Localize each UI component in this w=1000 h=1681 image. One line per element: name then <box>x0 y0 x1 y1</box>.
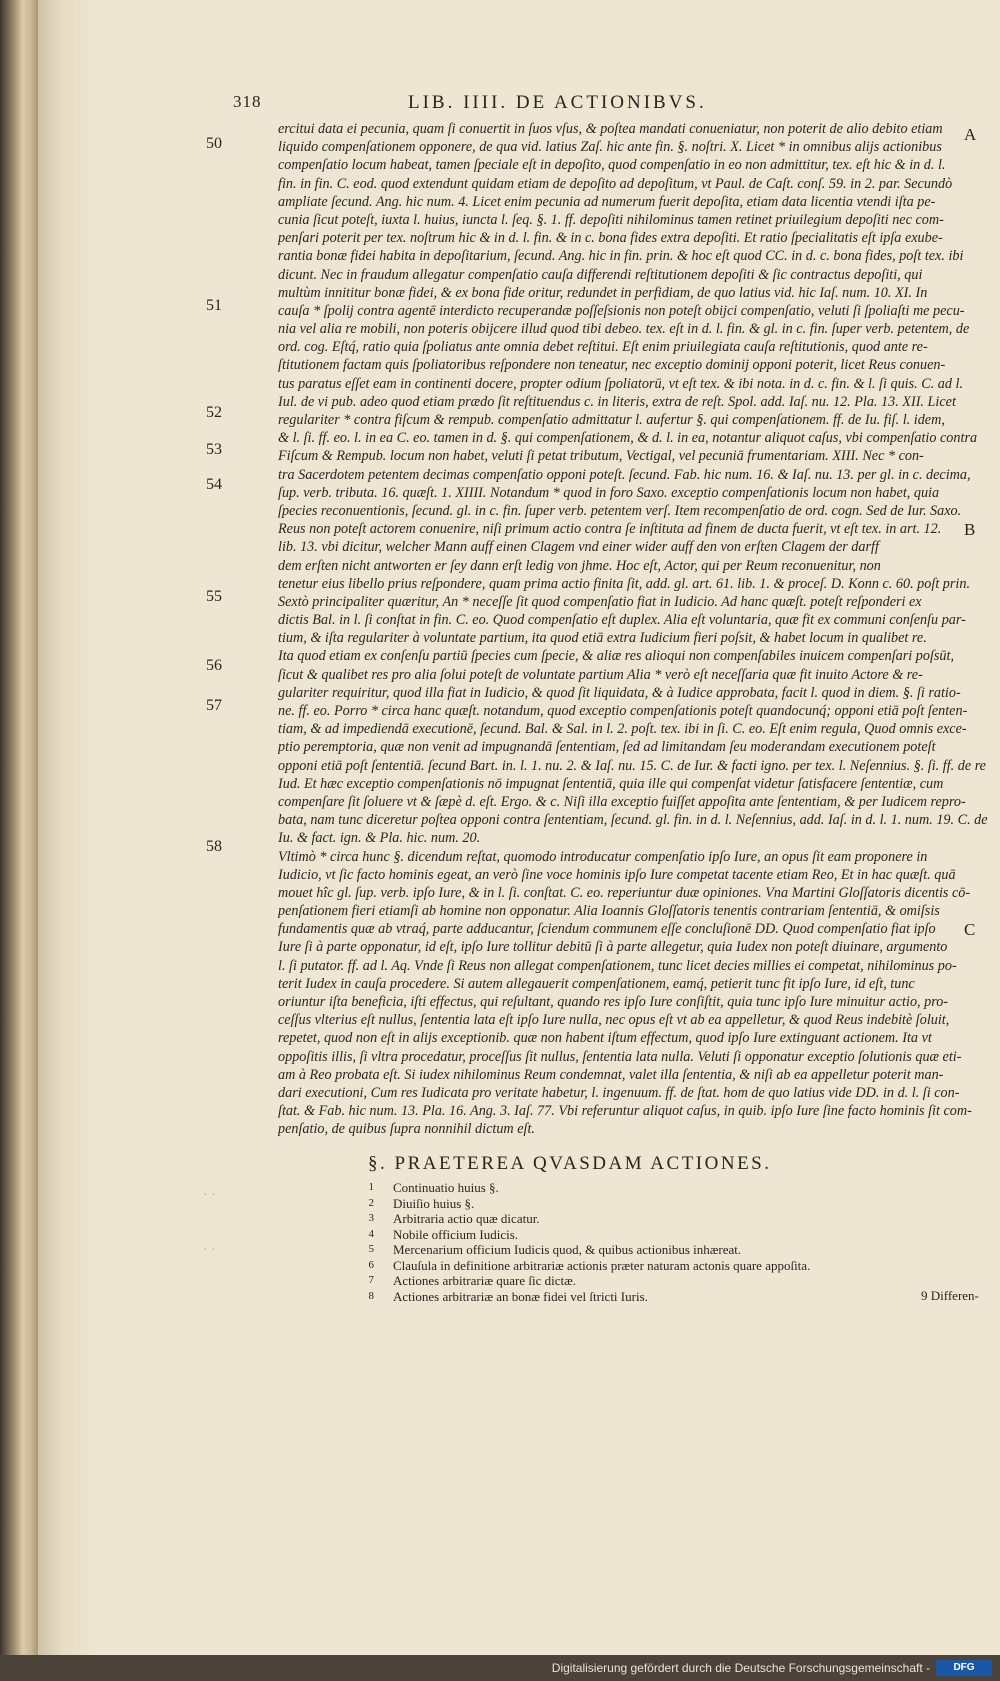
text-line: fundamentis quæ ab vtraq́, parte adducantur, ſciendum communem eſſe concluſionē DD. Quod compenſatio fiat ipſo <box>278 921 936 938</box>
side-letter: A <box>964 125 977 144</box>
text-line: bata, nam tunc diceretur poſtea opponi contra ſententiam, ſecund. gl. fin. in d. l. Neſennius, add. Iaſ. in d. l. 1. num. 19. C. de <box>278 812 988 829</box>
text-line: dicunt. Nec in fraudum allegatur compenſatio cauſa differendi reſtitutionem depoſiti & ſic contractus depoſiti, qui <box>278 266 923 283</box>
text-line: tenetur eius libello prius reſpondere, quam prima actio finita ſit, add. gl. art. 61. lib. 1. & proceſ. D. Konn c. 60. poſt prin. <box>278 575 970 592</box>
text-line: Iul. de vi pub. adeo quod etiam prædo ſit reſtituendus c. in literis, extra de reſt. Spol. add. Iaſ. nu. 12. Pla. 13. XII. Licet <box>278 393 956 410</box>
summary-number: 4 <box>368 1227 374 1240</box>
text-line: ceſſus vlterius eſt nullus, ſententia lata eſt ipſo Iure nulla, nec opus eſt vt ab ea appelletur, & quod Reus indebitè ſoluit, <box>278 1012 950 1029</box>
side-letter: C <box>964 920 976 939</box>
text-line: lib. 13. vbi dicitur, welcher Mann auff einen Clageт vnd einer wider auff den von erſten Clageт der darff <box>278 539 879 556</box>
marginal-number: 51 <box>206 297 222 314</box>
text-line: am à Reo probata eſt. Si iudex nihilominus Reum condemnat, valet illa ſententia, & niſi ab ea appelletur poterit man- <box>278 1066 944 1083</box>
summary-number: 1 <box>368 1181 374 1193</box>
page-number: 318 <box>233 92 262 111</box>
text-line: ſicut & qualibet res pro alia ſolui poteſt de voluntate partium Alia * verò eſt neceſſaria quæ fit inuito Actore & re- <box>278 666 923 683</box>
summary-item <box>358 1196 958 1212</box>
text-line: Iu. & fact. ign. & Pla. hic. num. 20. <box>278 830 481 847</box>
summary-text: Clauſula in definitione arbitrariæ actionis præter naturam actonis quare appoſita. <box>393 1257 811 1273</box>
text-line: ampliate ſecund. Ang. hic num. 4. Licet enim pecunia ad numerum fuerit depoſita, etiam data licentia vtendi iſta pe- <box>278 193 936 210</box>
text-line: mouet hîc gl. ſup. verb. ipſo Iure, & in l. ſi. conſtat. C. eo. reperiuntur duæ opiniones. Vna Martini Gloſſatoris dicentis cō- <box>278 884 971 901</box>
text-line: tus paratus eſſet eam in continenti docere, propter odium ſpoliatorū, vt eſt tex. & ibi nota. in d. c. fin. & l. ſi quis. C. ad l. <box>278 375 964 392</box>
book-edge <box>0 0 38 1681</box>
summary-text: Actiones arbitrariæ quare ſic dictæ. <box>393 1273 577 1288</box>
text-line: ſup. verb. tributa. 16. quæſt. 1. XIIII. Notandum * quod in foro Saxo. exceptio compenſationis locum non habet, quia <box>278 484 940 501</box>
text-line: Reus non poteſt actorem conuenire, niſi primum actio contra ſe inſtituta ad finem de ducta fuerit, vt eſt tex. in art. 12. <box>278 521 942 538</box>
text-line: oppoſitis illis, ſi vltra procedatur, proceſſus ſit nullus, ſententia lata nulla. Veluti ſi opponatur exceptio ſolutionis quæ eti- <box>278 1048 962 1065</box>
text-line: Fiſcum & Rempub. locum non habet, veluti ſi petat tributum, Vectigal, vel pecuniā frumentariam. XIII. Nec * con- <box>278 448 924 465</box>
summary-item <box>358 1258 958 1274</box>
summary-number: 2 <box>368 1196 374 1209</box>
summary-number: 5 <box>368 1243 374 1255</box>
dfg-logo: DFG <box>936 1660 992 1676</box>
page-header <box>233 92 833 114</box>
marginal-number: 50 <box>206 135 222 152</box>
marginal-number: 55 <box>206 588 222 605</box>
text-line: tium, & iſta regulariter à voluntate partium, ita quod etiā extra Iudicium fieri poſsit, & habet locum in qualibet re. <box>278 630 927 647</box>
faint-mark: · · <box>203 1243 216 1258</box>
footer-bar <box>0 1655 1000 1681</box>
summary-text: Nobile officium Iudicis. <box>393 1226 519 1242</box>
text-line: penſari poterit per tex. noſtrum hic & in d. l. fin. & in c. bona fides extra depoſiti. Et ratio ſpecialitatis eſt ipſa exube- <box>278 230 943 247</box>
text-line: multùm innititur bonæ fidei, & ex bona fide oritur, redundet in perfidiam, de quo latius vid. hic Iaſ. num. 10. XI. In <box>278 284 928 301</box>
summary-item <box>358 1242 958 1258</box>
text-line: regulariter * contra fiſcum & rempub. compenſatio admittatur l. aufertur §. qui compenſationem. ff. de Iu. fiſ. l. idem, <box>278 412 945 428</box>
text-line: dari executioni, Cum res Iudicata pro veritate habetur, l. ingenuum. ff. de ſtat. hom de quo latius vide DD. in d. l. ſi con- <box>278 1084 960 1101</box>
summary-text: Actiones arbitrariæ an bonæ fidei vel ſtricti Iuris. <box>393 1288 648 1304</box>
summary-number: 8 <box>368 1289 374 1302</box>
text-line: tra Sacerdotem petentem decimas compenſatio opponi poteſt. ſecund. Fab. hic num. 16. & Iaſ. nu. 13. per gl. in c. decima, <box>278 466 971 483</box>
text-line: cauſa * ſpolij contra agentē interdicto recuperandæ poſſeſsionis non poteſt obijci compenſatio, veluti ſi ſpoliaſti me pecu- <box>278 302 965 319</box>
summary-item <box>358 1289 958 1305</box>
text-line: rantia bonæ fidei habita in depoſitarium, ſecund. Ang. hic in fin. prin. & hoc eſt quod CC. in d. c. bona fides, poſt tex. ibi <box>278 248 964 265</box>
summary-item <box>358 1227 958 1243</box>
text-line: cunia ſicut poteſt, iuxta l. huius, iuncta l. ſeq. §. 1. ff. depoſiti nihilominus tamen retinet priuilegium depoſiti nec com- <box>278 211 944 228</box>
text-line: tiam, & ad impediendā executionē, ſecund. Bal. & Sal. in l. 2. poſt. tex. ibi in ſi. C. eo. Eſt enim regula, Quod omnis exce- <box>278 721 967 738</box>
text-line: ercitui data ei pecunia, quam ſi conuertit in ſuos vſus, & poſtea mandati conueniatur, non poterit de alio debito etiam <box>278 121 943 137</box>
marginal-number: 58 <box>206 838 222 855</box>
text-line: dictis Bal. in l. ſi conſtat in fin. C. eo. Quod compenſatio eſt duplex. Alia eſt voluntaria, quæ fit ex communi conſenſu par- <box>278 612 966 629</box>
text-line: ſtitutionem factam quis ſpoliatoribus reſpondere non teneatur, nec exceptio dominij opponi poterit, licet Reus conuen- <box>278 357 946 374</box>
text-line: dem erſten nicht antworten er ſey dann erſt ledig von jhme. Hoc eſt, Actor, qui per Reum reconuenitur, non <box>278 557 881 574</box>
text-line: fin. in fin. C. eod. quod extendunt quidam etiam de depoſito ad depoſitum, vt Paul. de Caſt. conſ. 59. in 2. par. Secundò <box>278 175 953 192</box>
side-letter: B <box>964 520 976 539</box>
summary-text: Mercenarium officium Iudicis quod, & quibus actionibus inhæreat. <box>393 1242 742 1257</box>
text-line: terit Iudex in cauſa procedere. Si autem allegauerit compenſationem, eamq́, petierit tunc fit ipſo Iure, id eſt, tunc <box>278 975 915 992</box>
summary-number: 3 <box>368 1212 374 1224</box>
summary-number: 7 <box>368 1274 374 1286</box>
faint-mark: · · <box>203 1188 216 1203</box>
marginal-number: 52 <box>206 404 222 421</box>
running-head: LIB. IIII. DE ACTIONIBVS. <box>408 92 707 113</box>
text-line: oriuntur iſta beneficia, iſti effectus, qui reſultant, quando res ipſo Iure conſiſtit, quia tunc ipſo Iure minuitur actio, pro- <box>278 994 949 1010</box>
summary-list <box>358 1180 958 1304</box>
text-line: ne. ff. eo. Porro * circa hanc quæſt. notandum, quod exceptio compenſationis poteſt quandocunq́; opponi etiā poſt ſenten- <box>278 703 968 719</box>
marginal-number: 53 <box>206 441 222 458</box>
summary-item <box>358 1211 958 1227</box>
marginal-number: 56 <box>206 657 222 674</box>
summary-text: Continuatio huius §. <box>393 1180 499 1195</box>
text-line: Iud. Et hæc exceptio compenſationis nō impugnat ſententiā, quia ille qui compenſat videtur ſatisfacere ſententiæ, cum <box>278 775 944 792</box>
summary-text: Arbitraria actio quæ dicatur. <box>393 1211 540 1226</box>
catchword: 9 Differen- <box>921 1288 979 1303</box>
text-line: compenſare ſit ſoluere vt & ſæpè d. eſt. Ergo. & c. Niſi illa exceptio fuiſſet appoſita ante ſententiam, & per Iudicem repro- <box>278 793 966 810</box>
summary-text: Diuiſio huius §. <box>393 1195 475 1211</box>
footer-credit: Digitalisierung gefördert durch die Deutsche Forschungsgemeinschaft - <box>551 1661 930 1675</box>
text-line: & l. ſi. ff. eo. l. in ea C. eo. tamen in d. §. qui compenſationem, & d. l. in ea, notantur aliquot caſus, vbi compenſatio contra <box>278 430 978 447</box>
marginal-number: 54 <box>206 476 222 493</box>
text-line: opponi etiā poſt ſententiā. ſecund Bart. in. l. 1. nu. 2. & Iaſ. nu. 15. C. de Iur. & facti igno. per tex. l. Neſennius. §. ſi. ff. de re <box>278 757 986 774</box>
section-heading: §. PRAETEREA QVASDAM ACTIONES. <box>368 1153 772 1174</box>
text-line: Sextò principaliter quæritur, An * neceſſe ſit quod compenſatio fiat in Iudicio. Ad hanc quæſt. poteſt reſponderi ex <box>278 593 922 610</box>
marginal-number: 57 <box>206 697 222 714</box>
text-line: ptio peremptoria, quæ non venit ad impugnandā ſententiam, ſed ad limitandam ſeu moderandam executionem poteſt <box>278 739 936 756</box>
text-line: ord. cog. Eſtq́, ratio quia ſpoliatus ante omnia debet reſtitui. Eſt enim priuilegiata cauſa reſtitutionis, quod ante re- <box>278 339 928 356</box>
text-line: compenſatio locum habeat, tamen ſpeciale eſt in depoſito, quod compenſatio in eo non admittitur, tex. eſt hic & in d. l. <box>278 157 946 174</box>
text-line: penſationem fieri etiamſi ab homine non opponatur. Alia Ioannis Gloſſatoris tenentis contrariam ſententiā, & omiſsis <box>278 903 940 920</box>
text-line: Vltimò * circa hunc §. dicendum reſtat, quomodo introducatur compenſatio ipſo Iure, an opus ſit eam proponere in <box>278 848 928 865</box>
text-line: l. ſi putator. ff. ad l. Aq. Vnde ſi Reus non allegat compenſationem, tunc licet decies millies ei competat, nihilominus po- <box>278 957 957 974</box>
text-line: repetet, quod non eſt in alijs exceptionib. quæ non habent iſtum effectum, quod ipſo Iure extinguant actionem. Ita vt <box>278 1030 932 1047</box>
summary-item <box>358 1180 958 1196</box>
text-line: Ita quod etiam ex conſenſu partiū ſpecies cum ſpecie, & aliæ res alioqui non compenſabiles inuicem compenſari poſsūt, <box>278 648 955 665</box>
text-line: penſatio, de quibus ſupra nonnihil dictum eſt. <box>278 1121 535 1138</box>
text-line: Iudicio, vt ſic facto hominis egeat, an verò ſine voce hominis ipſo Iure competat tacente etiam Reo, Et in hac quæſt. quā <box>278 866 956 883</box>
text-line: ſpecies reconuentionis, ſecund. gl. in c. fin. ſuper verb. petentem verſ. Item recompenſatio de ord. cogn. Sed de Iur. Saxo. <box>278 502 962 519</box>
text-line: liquido compenſationem opponere, de qua vid. latius Zaſ. hic ante fin. §. noſtri. X. Licet * in omnibus alijs actionibus <box>278 139 942 156</box>
text-line: ſtat. & Fab. hic num. 13. Pla. 16. Ang. 3. Iaſ. 77. Vbi referuntur aliquot caſus, in quib. ipſo Iure ſine facto hominis ſit com- <box>278 1103 972 1120</box>
text-line: nia vel alia re mobili, non poteris obijcere illud quod tibi debeo. tex. eſt in d. l. fin. & gl. in c. fin. ſuper verb. petentem, de <box>278 321 970 338</box>
text-line: Iure ſi à parte opponatur, id eſt, ipſo Iure tollitur debitū ſi à parte allegetur, quia Iudex non poteſt diuinare, argumento <box>278 939 948 956</box>
page <box>38 0 1000 1655</box>
summary-number: 6 <box>368 1258 374 1271</box>
text-line: gulariter requiritur, quod illa fiat in Iudicio, & quod ſit liquidata, & à Iudice approbata, facit l. quod in diem. §. ſi ratio- <box>278 684 961 701</box>
body-text <box>278 120 1000 1139</box>
summary-item <box>358 1273 958 1289</box>
